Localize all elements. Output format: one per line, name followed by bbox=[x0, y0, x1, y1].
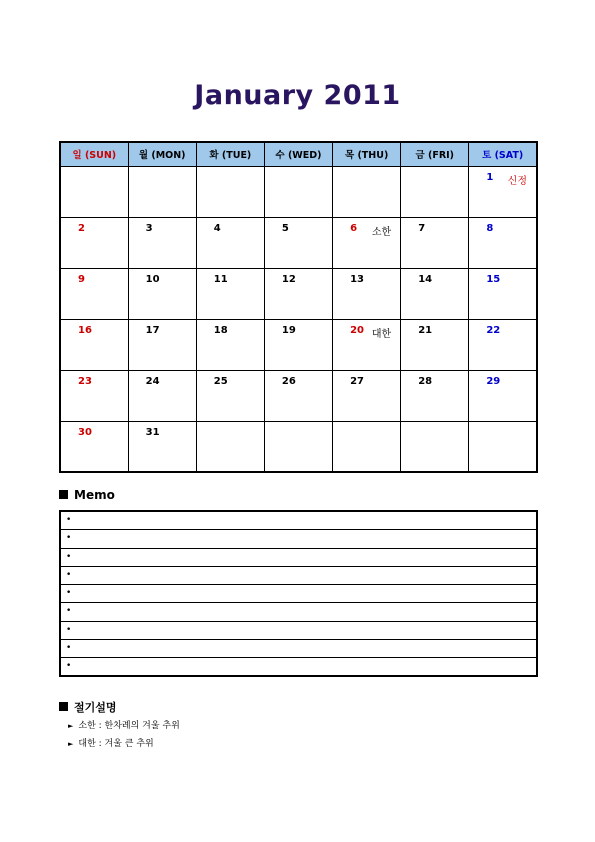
day-number: 4 bbox=[213, 222, 221, 234]
day-cell[interactable] bbox=[333, 421, 401, 472]
memo-line[interactable] bbox=[61, 622, 536, 640]
day-number: 5 bbox=[281, 222, 289, 234]
day-number: 19 bbox=[281, 324, 296, 336]
weekday-header: 화 (TUE) bbox=[196, 142, 264, 166]
bullet-icon: • bbox=[66, 533, 72, 544]
memo-line[interactable] bbox=[61, 640, 536, 658]
day-cell[interactable] bbox=[333, 166, 401, 217]
day-cell[interactable] bbox=[469, 166, 537, 217]
day-number: 20 bbox=[350, 324, 364, 336]
day-number: 7 bbox=[418, 222, 426, 234]
day-number: 25 bbox=[213, 375, 228, 387]
day-cell[interactable] bbox=[196, 319, 264, 370]
memo-line[interactable] bbox=[61, 549, 536, 567]
day-cell[interactable] bbox=[264, 421, 332, 472]
day-cell[interactable] bbox=[128, 166, 196, 217]
day-cell[interactable] bbox=[264, 319, 332, 370]
day-number: 9 bbox=[78, 273, 85, 285]
day-number: 12 bbox=[281, 273, 296, 285]
day-cell[interactable] bbox=[196, 166, 264, 217]
term-item bbox=[68, 736, 154, 749]
day-cell[interactable] bbox=[128, 268, 196, 319]
holiday-label: 신정 bbox=[507, 175, 527, 187]
weekday-header: 목 (THU) bbox=[333, 142, 401, 166]
week-row bbox=[60, 319, 537, 370]
day-number: 28 bbox=[418, 375, 433, 387]
day-cell[interactable] bbox=[401, 217, 469, 268]
day-cell[interactable] bbox=[469, 421, 537, 472]
day-number: 6 bbox=[350, 222, 358, 234]
day-number: 11 bbox=[213, 273, 228, 285]
day-cell[interactable] bbox=[333, 268, 401, 319]
day-number: 26 bbox=[281, 375, 296, 387]
weekday-header: 일 (SUN) bbox=[60, 142, 128, 166]
day-cell[interactable] bbox=[196, 370, 264, 421]
day-cell[interactable] bbox=[60, 370, 128, 421]
day-number: 1 bbox=[486, 171, 494, 183]
day-number: 30 bbox=[78, 426, 92, 438]
day-number: 21 bbox=[418, 324, 433, 336]
day-number: 2 bbox=[78, 222, 85, 234]
day-cell[interactable] bbox=[401, 319, 469, 370]
day-number: 15 bbox=[486, 273, 501, 285]
day-number: 14 bbox=[418, 273, 433, 285]
arrow-right-icon: ► bbox=[68, 740, 74, 748]
memo-line[interactable] bbox=[61, 530, 536, 548]
day-cell[interactable] bbox=[60, 217, 128, 268]
day-cell[interactable] bbox=[60, 268, 128, 319]
day-cell[interactable] bbox=[401, 166, 469, 217]
weekday-header: 월 (MON) bbox=[128, 142, 196, 166]
week-row bbox=[60, 217, 537, 268]
day-cell[interactable] bbox=[128, 217, 196, 268]
memo-heading-label: Memo bbox=[74, 488, 115, 502]
bullet-icon: • bbox=[66, 515, 72, 525]
memo-line[interactable] bbox=[61, 658, 536, 676]
weekday-header: 수 (WED) bbox=[264, 142, 332, 166]
day-cell[interactable] bbox=[264, 370, 332, 421]
day-cell[interactable] bbox=[469, 217, 537, 268]
day-cell[interactable] bbox=[264, 217, 332, 268]
day-number: 3 bbox=[145, 222, 153, 234]
day-cell[interactable] bbox=[128, 370, 196, 421]
bullet-icon: • bbox=[66, 624, 72, 635]
week-row bbox=[60, 166, 537, 217]
memo-line[interactable] bbox=[61, 567, 536, 585]
term-item bbox=[68, 718, 180, 731]
day-cell[interactable] bbox=[60, 319, 128, 370]
memo-line[interactable] bbox=[61, 585, 536, 603]
day-number: 16 bbox=[78, 324, 92, 336]
day-cell[interactable] bbox=[60, 166, 128, 217]
day-number: 17 bbox=[145, 324, 160, 336]
calendar-table bbox=[59, 141, 538, 473]
day-cell[interactable] bbox=[469, 268, 537, 319]
day-cell[interactable] bbox=[196, 421, 264, 472]
square-bullet-icon bbox=[59, 490, 68, 499]
term-text: 소한 : 한차례의 겨울 추위 bbox=[78, 721, 180, 731]
weekday-header: 금 (FRI) bbox=[401, 142, 469, 166]
arrow-right-icon: ► bbox=[68, 722, 74, 730]
day-number: 13 bbox=[350, 273, 364, 285]
day-cell[interactable] bbox=[469, 370, 537, 421]
memo-line[interactable] bbox=[61, 603, 536, 621]
day-cell[interactable] bbox=[333, 370, 401, 421]
bullet-icon: • bbox=[66, 606, 72, 617]
day-number: 31 bbox=[145, 426, 160, 438]
day-number: 18 bbox=[213, 324, 228, 336]
memo-line[interactable] bbox=[61, 512, 536, 530]
day-number: 22 bbox=[486, 324, 501, 336]
day-cell[interactable] bbox=[401, 370, 469, 421]
term-text: 대한 : 겨울 큰 추위 bbox=[78, 739, 154, 749]
day-cell[interactable] bbox=[60, 421, 128, 472]
day-number: 29 bbox=[486, 375, 501, 387]
bullet-icon: • bbox=[66, 661, 72, 672]
day-number: 23 bbox=[78, 375, 92, 387]
bullet-icon: • bbox=[66, 569, 72, 580]
day-cell[interactable] bbox=[264, 166, 332, 217]
square-bullet-icon bbox=[59, 702, 68, 711]
day-number: 27 bbox=[350, 375, 364, 387]
day-cell[interactable] bbox=[196, 217, 264, 268]
weekday-header: 토 (SAT) bbox=[469, 142, 537, 166]
memo-heading bbox=[59, 488, 115, 502]
day-cell[interactable] bbox=[196, 268, 264, 319]
week-row bbox=[60, 370, 537, 421]
bullet-icon: • bbox=[66, 643, 72, 654]
day-cell[interactable] bbox=[401, 421, 469, 472]
day-cell[interactable] bbox=[128, 421, 196, 472]
weekday-header-row bbox=[60, 142, 537, 166]
calendar-body bbox=[60, 166, 537, 472]
holiday-label: 대한 bbox=[371, 328, 392, 340]
week-row bbox=[60, 268, 537, 319]
bullet-icon: • bbox=[66, 551, 72, 562]
memo-box bbox=[59, 510, 538, 677]
day-cell[interactable] bbox=[469, 319, 537, 370]
day-cell[interactable] bbox=[333, 217, 401, 268]
day-number: 8 bbox=[486, 222, 494, 234]
day-number: 24 bbox=[145, 375, 160, 387]
terms-heading-label: 절기설명 bbox=[74, 701, 117, 714]
terms-heading bbox=[59, 699, 117, 715]
day-cell[interactable] bbox=[401, 268, 469, 319]
bullet-icon: • bbox=[66, 588, 72, 599]
week-row bbox=[60, 421, 537, 472]
day-cell[interactable] bbox=[333, 319, 401, 370]
day-cell[interactable] bbox=[128, 319, 196, 370]
day-number: 10 bbox=[145, 273, 160, 285]
holiday-label: 소한 bbox=[371, 226, 392, 238]
page-title: January 2011 bbox=[194, 80, 401, 111]
day-cell[interactable] bbox=[264, 268, 332, 319]
